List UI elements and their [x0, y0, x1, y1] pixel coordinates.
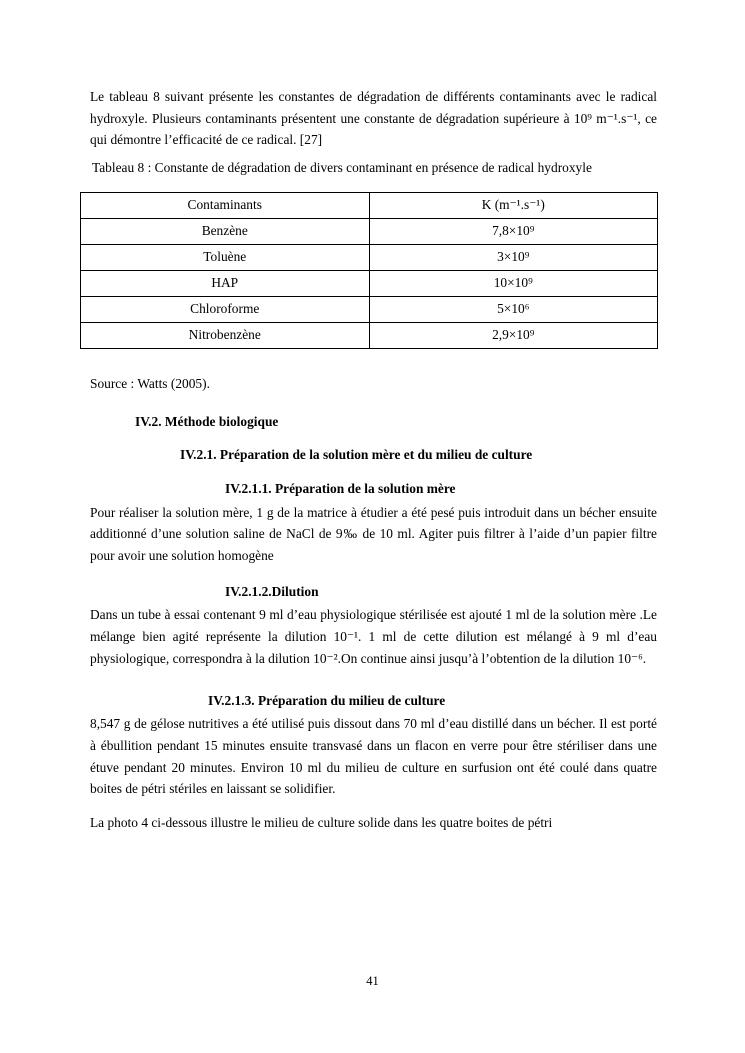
- table-header-row: [81, 192, 658, 218]
- k-value-cell: 7,8×10⁹: [369, 218, 658, 244]
- section-heading-iv2: IV.2. Méthode biologique: [135, 413, 279, 429]
- section-heading-iv213: IV.2.1.3. Préparation du milieu de culture: [208, 692, 446, 708]
- k-value-cell: 2,9×10⁹: [369, 322, 658, 348]
- section-heading-iv212: IV.2.1.2.Dilution: [225, 583, 319, 599]
- k-value-cell: 10×10⁹: [369, 270, 658, 296]
- dilution-paragraph: Dans un tube à essai contenant 9 ml d’eau physiologique stérilisée est ajouté 1 ml de la solution mère .Le mélange bien agité représente la dilution 10⁻¹. 1 ml de cette dilution est mélangé à 9 ml d’eau physiologique, correspondra à la dilution 10⁻².On continue ainsi jusqu’à l’obtention de la dilution 10⁻⁶.: [90, 607, 657, 666]
- table-row: [81, 270, 658, 296]
- section-heading-iv21: IV.2.1. Préparation de la solution mère et du milieu de culture: [180, 447, 533, 463]
- contaminant-name-cell: Benzène: [81, 218, 370, 244]
- k-value-cell: 5×10⁶: [369, 296, 658, 322]
- table-row: [81, 296, 658, 322]
- table-header-k-constant: K (m⁻¹.s⁻¹): [369, 192, 658, 218]
- page-number: 41: [366, 974, 379, 988]
- table-header-contaminants: Contaminants: [81, 192, 370, 218]
- table-source: Source : Watts (2005).: [90, 375, 210, 391]
- contaminant-name-cell: Nitrobenzène: [81, 322, 370, 348]
- solution-mere-paragraph: Pour réaliser la solution mère, 1 g de la matrice à étudier a été pesé puis introduit dans un bécher ensuite additionné d’une solution saline de NaCl de 9‰ de 10 ml. Agiter puis filtrer à l’aide d’un papier filtre pour avoir une solution homogène: [90, 504, 657, 564]
- table-row: [81, 322, 658, 348]
- contaminant-name-cell: HAP: [81, 270, 370, 296]
- table-caption: Tableau 8 : Constante de dégradation de divers contaminant en présence de radical hydroxyle: [92, 160, 592, 176]
- section-heading-iv211: IV.2.1.1. Préparation de la solution mère: [225, 480, 456, 496]
- table-row: [81, 244, 658, 270]
- contaminant-name-cell: Chloroforme: [81, 296, 370, 322]
- milieu-culture-paragraph: 8,547 g de gélose nutritives a été utilisé puis dissout dans 70 ml d’eau distillé dans un bécher. Il est porté à ébullition pendant 15 minutes ensuite transvasé dans un flacon en verre pour être stériliser dans une étuve pendant 20 minutes. Environ 10 ml du milieu de culture en surfusion ont été coulé dans quatre boites de pétri stériles en laissant se solidifier.: [90, 716, 657, 797]
- k-value-cell: 3×10⁹: [369, 244, 658, 270]
- contaminant-name-cell: Toluène: [81, 244, 370, 270]
- table-row: [81, 218, 658, 244]
- degradation-constants-table: [80, 192, 658, 349]
- photo-reference-line: La photo 4 ci-dessous illustre le milieu de culture solide dans les quatre boites de pétri: [90, 815, 553, 831]
- intro-paragraph: Le tableau 8 suivant présente les constantes de dégradation de différents contaminants avec le radical hydroxyle. Plusieurs contaminants présentent une constante de dégradation supérieure à 10⁹ m⁻¹.s⁻¹, ce qui démontre l’efficacité de ce radical. [27]: [90, 89, 657, 148]
